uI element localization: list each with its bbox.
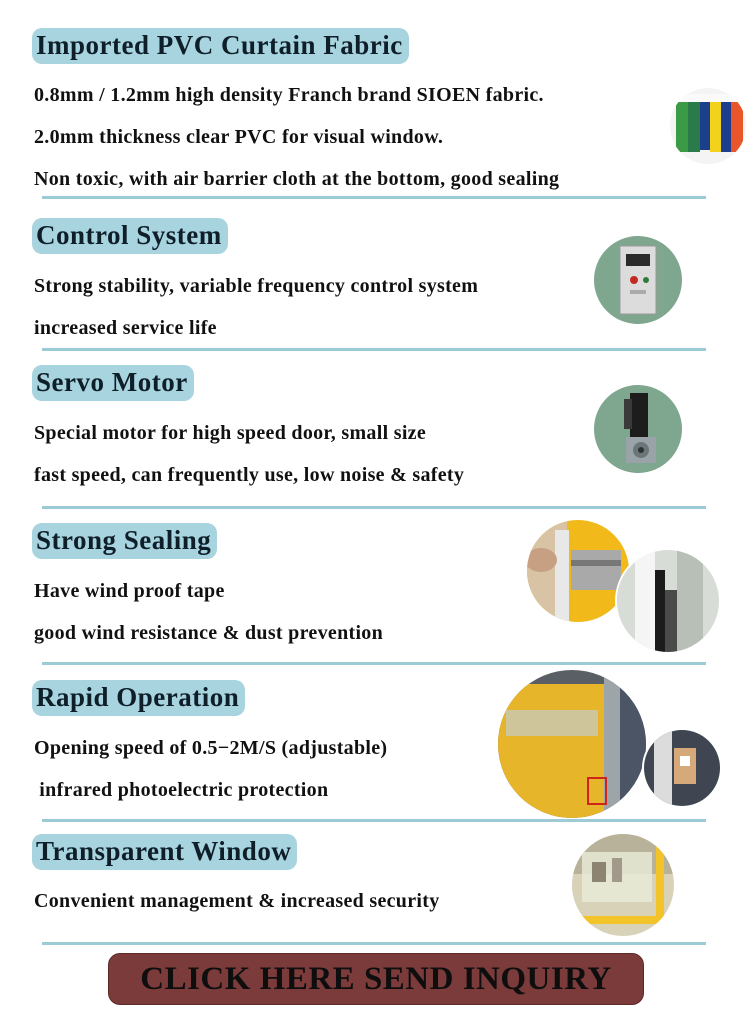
feature-line: increased service life [34, 317, 217, 339]
section-divider [42, 506, 706, 509]
fabric-swatch-image [670, 88, 746, 164]
wind-tape-image [527, 520, 629, 622]
feature-line: 2.0mm thickness clear PVC for visual window. [34, 126, 444, 148]
photoelectric-sensor-image [642, 728, 722, 808]
feature-line: Non toxic, with air barrier cloth at the bottom, good sealing [34, 168, 560, 190]
section-title: Strong Sealing [32, 523, 217, 559]
section-title: Rapid Operation [32, 680, 245, 716]
seal-profile-image [615, 548, 721, 654]
transparent-window-image [572, 834, 674, 936]
section-divider [42, 196, 706, 199]
feature-line: fast speed, can frequently use, low noise & safety [34, 464, 465, 486]
section-divider [42, 662, 706, 665]
feature-line: Opening speed of 0.5−2M/S (adjustable) [34, 737, 388, 759]
section-title: Transparent Window [32, 834, 297, 870]
section-divider [42, 348, 706, 351]
feature-line: Convenient management & increased security [34, 890, 440, 912]
rapid-door-image [498, 670, 646, 818]
section-divider [42, 819, 706, 822]
section-title: Imported PVC Curtain Fabric [32, 28, 409, 64]
feature-line: good wind resistance & dust prevention [34, 622, 384, 644]
feature-line: Have wind proof tape [34, 580, 225, 602]
section-title: Control System [32, 218, 228, 254]
feature-line: 0.8mm / 1.2mm high density Franch brand SIOEN fabric. [34, 84, 544, 106]
send-inquiry-button[interactable]: CLICK HERE SEND INQUIRY [108, 953, 644, 1005]
control-box-image [594, 236, 682, 324]
feature-line: Special motor for high speed door, small size [34, 422, 427, 444]
section-title: Servo Motor [32, 365, 194, 401]
feature-line: Strong stability, variable frequency control system [34, 275, 479, 297]
servo-motor-image [594, 385, 682, 473]
section-divider [42, 942, 706, 945]
feature-line: infrared photoelectric protection [34, 779, 329, 801]
